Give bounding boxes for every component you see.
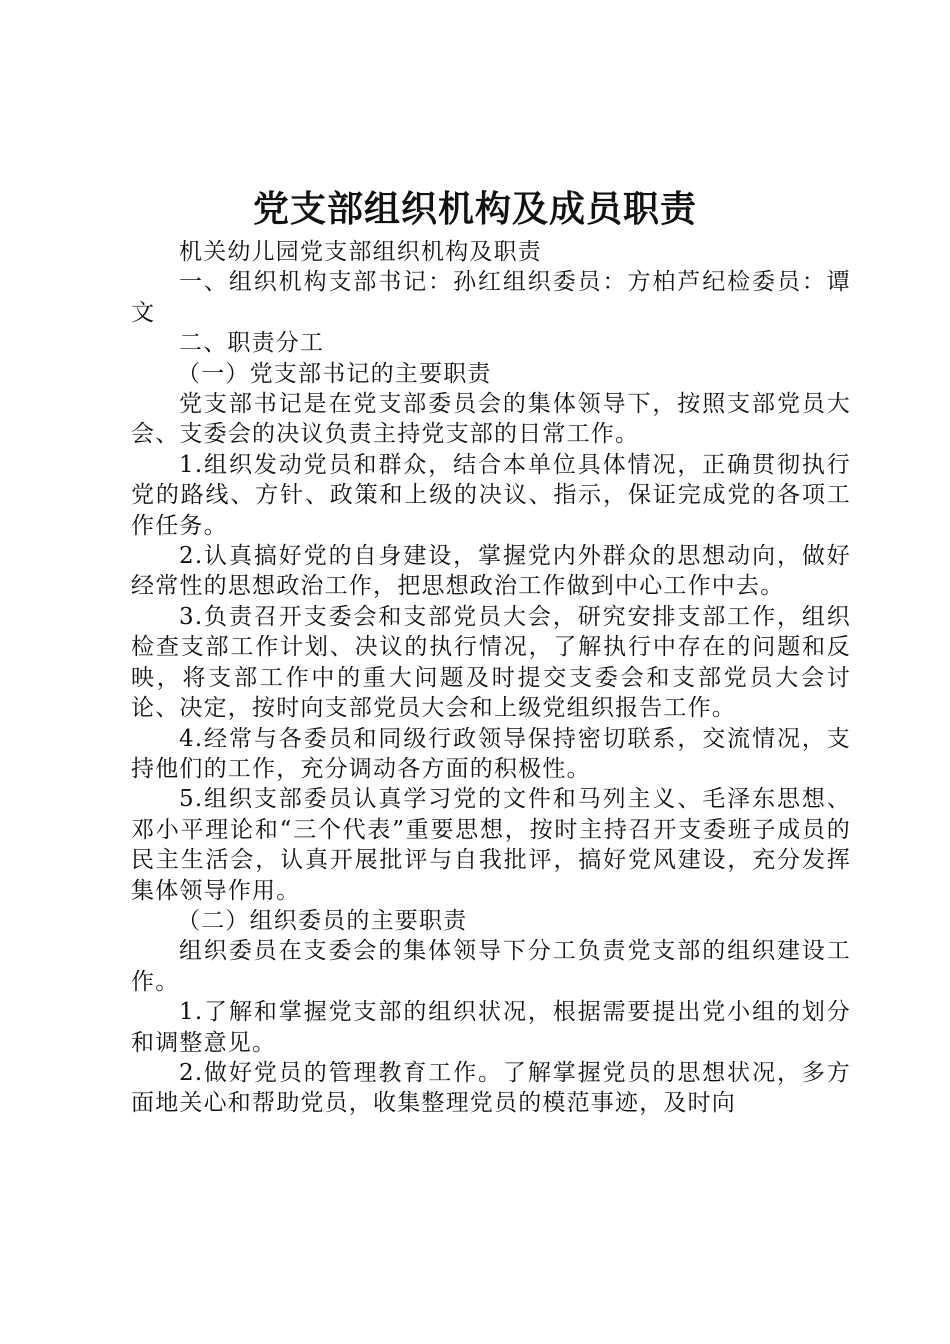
subsection-heading-organization: （二）组织委员的主要职责 <box>177 907 468 934</box>
section-heading-duties: 二、职责分工 <box>179 330 325 357</box>
document-title: 党支部组织机构及成员职责 <box>252 189 697 230</box>
paragraph-organization-item-1: 1.了解和掌握党支部的组织状况，根据需要提出党小组的划分和调整意见。 <box>131 999 851 1056</box>
paragraph-secretary-item-1: 1.组织发动党员和群众，结合本单位具体情况，正确贯彻执行党的路线、方针、政策和上级的决议、指示，保证完成党的各项工作任务。 <box>131 451 851 539</box>
paragraph-secretary-item-4: 4.经常与各委员和同级行政领导保持密切联系，交流情况，支持他们的工作，充分调动各方面的积极性。 <box>131 725 851 782</box>
paragraph-organization-overview: 组织委员在支委会的集体领导下分工负责党支部的组织建设工作。 <box>131 938 851 995</box>
paragraph-secretary-item-5: 5.组织支部委员认真学习党的文件和马列主义、毛泽东思想、邓小平理论和“三个代表”重要思想，按时主持召开支委班子成员的民主生活会，认真开展批评与自我批评，搞好党风建设，充分发挥集体领导作用。 <box>131 786 851 904</box>
paragraph-secretary-overview: 党支部书记是在党支部委员会的集体领导下，按照支部党员大会、支委会的决议负责主持党支部的日常工作。 <box>131 391 851 448</box>
paragraph-secretary-item-3: 3.负责召开支委会和支部党员大会，研究安排支部工作，组织检查支部工作计划、决议的执行情况，了解执行中存在的问题和反映，将支部工作中的重大问题及时提交支委会和支部党员大会讨论、决定，按时向支部党员大会和上级党组织报告工作。 <box>131 603 851 722</box>
paragraph-org-structure: 一、组织机构支部书记：孙红组织委员：方柏芦纪检委员：谭文 <box>131 269 851 326</box>
paragraph-intro: 机关幼儿园党支部组织机构及职责 <box>179 239 542 265</box>
document-body <box>131 237 851 1119</box>
paragraph-organization-item-2: 2.做好党员的管理教育工作。了解掌握党员的思想状况，多方面地关心和帮助党员，收集整理党员的模范事迹，及时向 <box>131 1059 851 1117</box>
subsection-heading-secretary: （一）党支部书记的主要职责 <box>177 360 492 387</box>
paragraph-secretary-item-2: 2.认真搞好党的自身建设，掌握党内外群众的思想动向，做好经常性的思想政治工作，把思想政治工作做到中心工作中去。 <box>131 543 851 600</box>
